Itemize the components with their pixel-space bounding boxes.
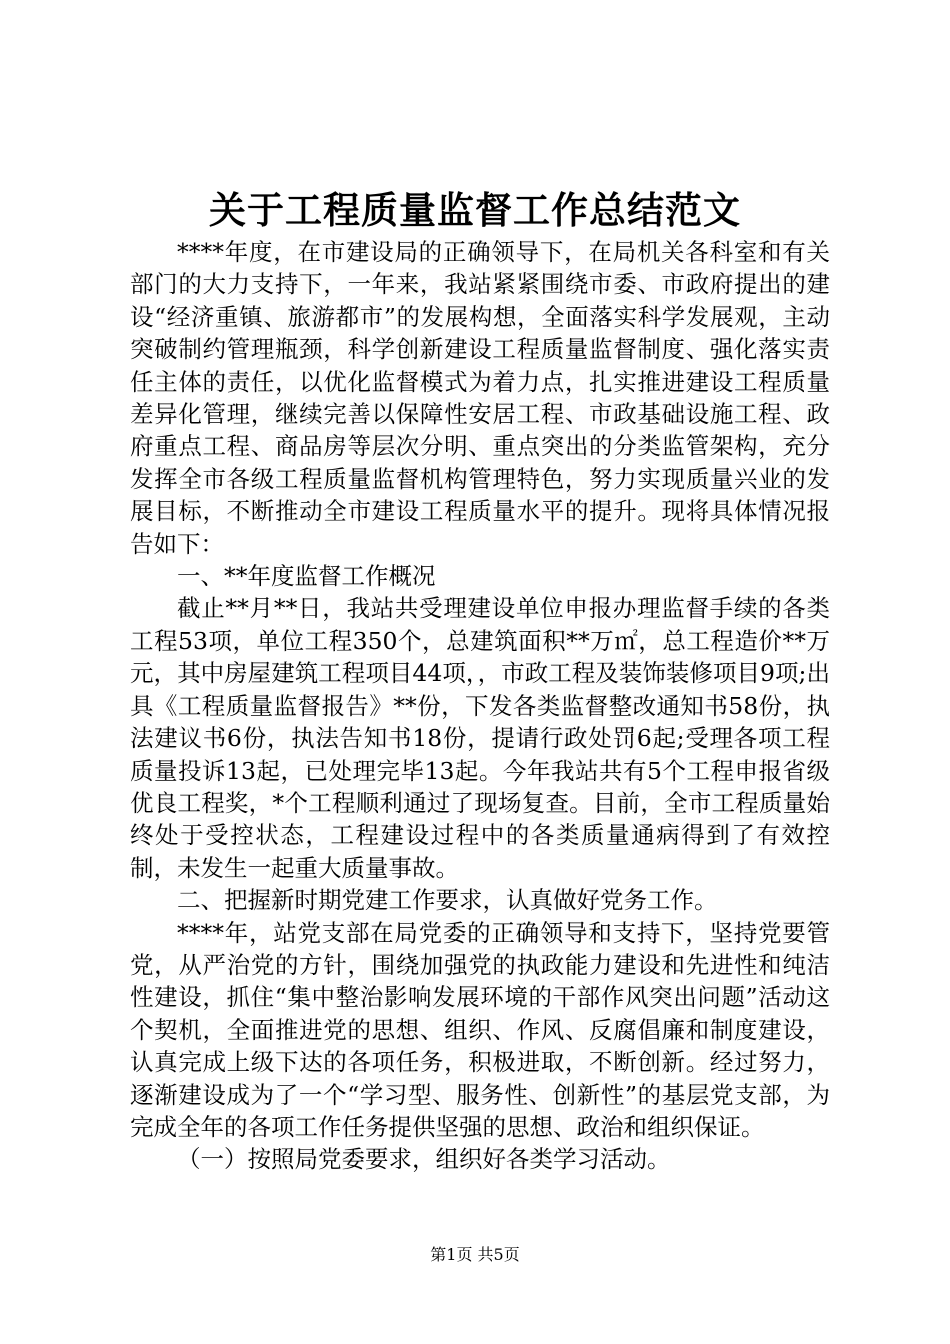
document-title: 关于工程质量监督工作总结范文 xyxy=(209,188,741,232)
paragraph-party-work: ****年，站党支部在局党委的正确领导和支持下，坚持党要管党，从严治党的方针，围绕加强党的执政能力建设和先进性和纯洁性建设，抓住“集中整治影响发展环境的干部作风突出问题”活动这个契机，全面推进党的思想、组织、作风、反腐倡廉和制度建设，认真完成上级下达的各项任务，积极进取，不断创新。经过努力，逐渐建设成为了一个“学习型、服务性、创新性”的基层党支部，为完成全年的各项工作任务提供坚强的思想、政治和组织保证。 xyxy=(130,918,830,1141)
subsection-heading-1: （一）按照局党委要求，组织好各类学习活动。 xyxy=(177,1145,671,1174)
section-heading-1: 一、**年度监督工作概况 xyxy=(177,562,436,591)
paragraph-overview: 截止**月**日，我站共受理建设单位申报办理监督手续的各类工程53项，单位工程350个，总建筑面积**万㎡，总工程造价**万元，其中房屋建筑工程项目44项，，市政工程及装饰装修项目9项;出具《工程质量监督报告》**份，下发各类监督整改通知书58份，执法建议书6份，执法告知书18份，提请行政处罚6起;受理各项工程质量投诉13起，已处理完毕13起。今年我站共有5个工程申报省级优良工程奖，*个工程顺利通过了现场复查。目前，全市工程质量始终处于受控状态，工程建设过程中的各类质量通病得到了有效控制，未发生一起重大质量事故。 xyxy=(130,594,830,882)
paragraph-intro: ****年度，在市建设局的正确领导下，在局机关各科室和有关部门的大力支持下，一年来，我站紧紧围绕市委、市政府提出的建设“经济重镇、旅游都市”的发展构想，全面落实科学发展观，主动突破制约管理瓶颈，科学创新建设工程质量监督制度、强化落实责任主体的责任，以优化监督模式为着力点，扎实推进建设工程质量差异化管理，继续完善以保障性安居工程、市政基础设施工程、政府重点工程、商品房等层次分明、重点突出的分类监管架构，充分发挥全市各级工程质量监督机构管理特色，努力实现质量兴业的发展目标，不断推动全市建设工程质量水平的提升。现将具体情况报告如下： xyxy=(130,238,830,558)
page-footer: 第1页 共5页 xyxy=(430,1245,520,1264)
document-body xyxy=(130,236,830,1176)
section-heading-2: 二、把握新时期党建工作要求，认真做好党务工作。 xyxy=(177,886,718,915)
